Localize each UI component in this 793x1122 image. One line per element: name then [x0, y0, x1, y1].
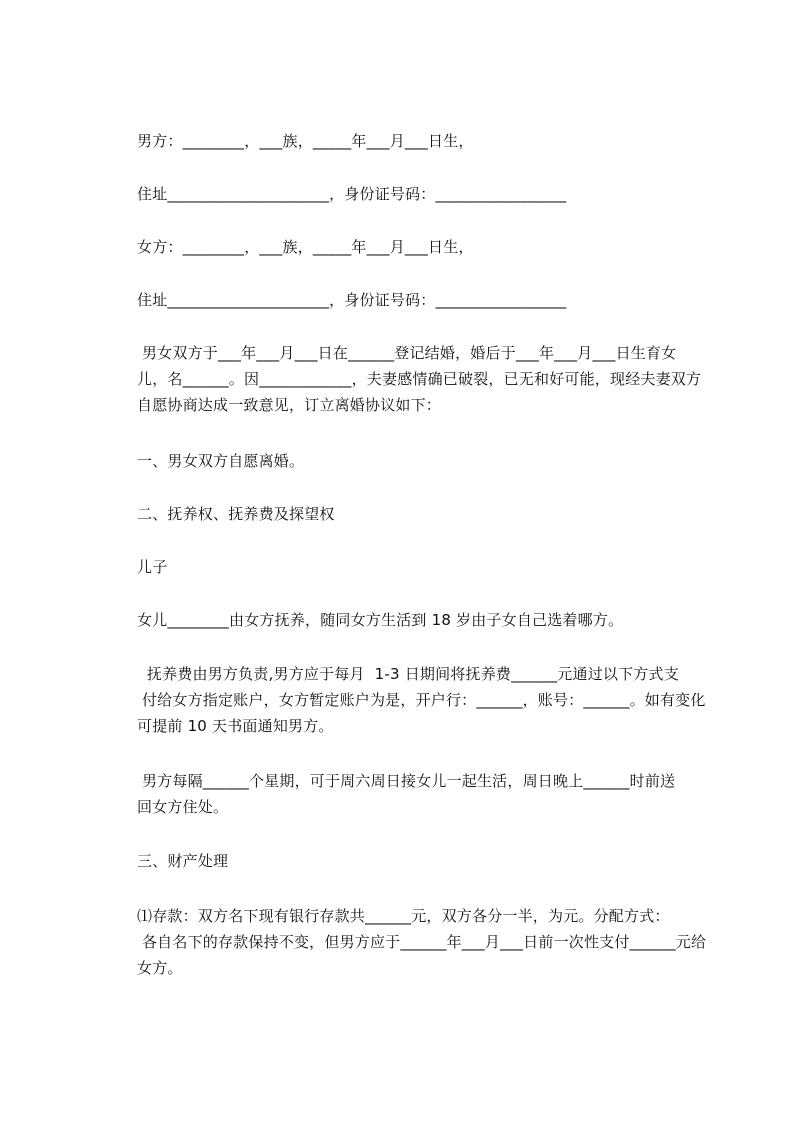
visitation-paragraph-line-1: 男方每隔______个星期，可于周六周日接女儿一起生活，周日晚上______时前送	[137, 772, 676, 790]
daughter-custody-line: 女儿________由女方抚养，随同女方生活到 18 岁由子女自己选着哪方。	[137, 611, 624, 629]
intro-paragraph-line-3: 自愿协商达成一致意见，订立离婚协议如下：	[137, 396, 442, 414]
deposit-paragraph-line-3: 女方。	[137, 959, 183, 977]
support-paragraph-line-3: 可提前 10 天书面通知男方。	[137, 717, 334, 735]
female-party-info-line: 女方：________，___族，_____年___月___日生，	[137, 238, 474, 256]
deposit-paragraph-line-1: ⑴存款：双方名下现有银行存款共______元，双方各分一半，为元。分配方式：	[137, 907, 670, 925]
section-3-heading: 三、财产处理	[137, 852, 229, 870]
support-paragraph-line-1: 抚养费由男方负责,男方应于每月 1-3 日期间将抚养费______元通过以下方式支	[137, 665, 679, 683]
support-paragraph-line-2: 付给女方指定账户，女方暂定账户为是，开户行：______，账号：______。如有变化	[137, 691, 706, 709]
son-label: 儿子	[137, 558, 168, 576]
male-party-info-line: 男方：________，___族，_____年___月___日生，	[137, 132, 474, 150]
visitation-paragraph-line-2: 回女方住处。	[137, 798, 229, 816]
intro-paragraph-line-1: 男女双方于___年___月___日在______登记结婚，婚后于___年___月___日生育女	[137, 344, 677, 362]
intro-paragraph-line-2: 儿，名______。因____________，夫妻感情确已破裂，已无和好可能，现经夫妻双方	[137, 370, 702, 388]
male-address-id-line: 住址_____________________，身份证号码：_________________	[137, 185, 567, 203]
deposit-paragraph-line-2: 各自名下的存款保持不变，但男方应于______年___月___日前一次性支付______元给	[137, 933, 707, 951]
female-address-id-line: 住址_____________________，身份证号码：_________________	[137, 291, 567, 309]
section-2-heading: 二、抚养权、抚养费及探望权	[137, 505, 335, 523]
section-1-heading: 一、男女双方自愿离婚。	[137, 452, 305, 470]
